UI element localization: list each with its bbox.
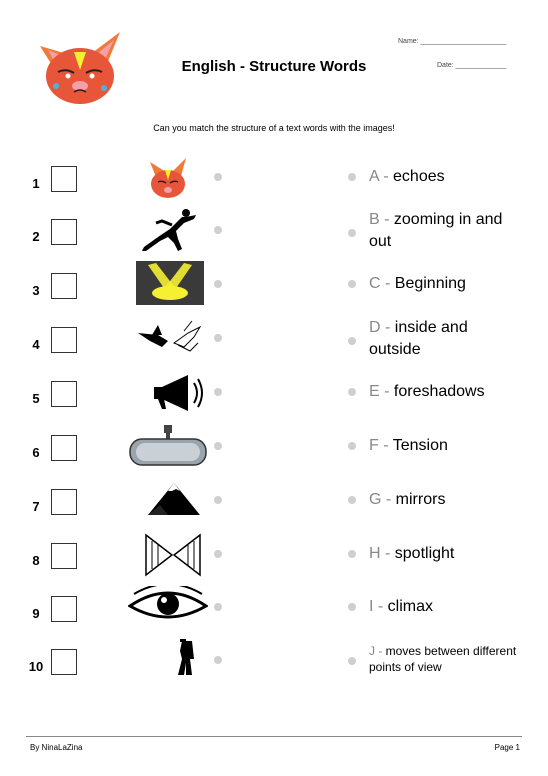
footer-author: By NinaLaZina — [30, 743, 83, 752]
option-letter: J — [369, 644, 375, 658]
row-number: 7 — [32, 499, 40, 514]
row-number: 1 — [32, 176, 40, 191]
answer-box[interactable] — [51, 435, 77, 461]
match-dot-left[interactable] — [214, 388, 222, 396]
row-number: 5 — [32, 391, 40, 406]
option-word: mirrors — [395, 491, 446, 508]
eye-icon — [128, 586, 208, 630]
option-separator: - — [378, 437, 393, 454]
answer-box[interactable] — [51, 166, 77, 192]
match-row — [0, 435, 548, 475]
match-dot-right[interactable] — [348, 388, 356, 396]
row-number: 9 — [32, 606, 40, 621]
match-dot-left[interactable] — [214, 334, 222, 342]
match-dot-right[interactable] — [348, 442, 356, 450]
option-label — [369, 317, 519, 361]
answer-box[interactable] — [51, 543, 77, 569]
option-separator: - — [378, 168, 394, 185]
option-word: zooming in and out — [369, 211, 503, 250]
option-label — [369, 643, 519, 675]
photographer-icon — [128, 639, 208, 683]
match-dot-right[interactable] — [348, 603, 356, 611]
match-dot-right[interactable] — [348, 496, 356, 504]
match-row — [0, 211, 548, 259]
option-letter: E — [369, 383, 380, 400]
row-number: 10 — [28, 659, 44, 674]
match-dot-left[interactable] — [214, 442, 222, 450]
option-label — [369, 209, 519, 253]
answer-box[interactable] — [51, 273, 77, 299]
match-dot-right[interactable] — [348, 280, 356, 288]
option-separator: - — [380, 545, 395, 562]
match-row — [0, 166, 548, 206]
option-letter: D — [369, 319, 381, 336]
match-dot-right[interactable] — [348, 173, 356, 181]
row-number: 4 — [32, 337, 40, 352]
answer-box[interactable] — [51, 596, 77, 622]
option-word: Beginning — [394, 275, 466, 292]
match-dot-left[interactable] — [214, 280, 222, 288]
match-row — [0, 319, 548, 367]
match-dot-left[interactable] — [214, 550, 222, 558]
option-letter: B — [369, 211, 380, 228]
page-title: English - Structure Words — [181, 58, 367, 75]
instruction-text: Can you match the structure of a text words with the images! — [153, 123, 395, 133]
row-number: 8 — [32, 553, 40, 568]
answer-box[interactable] — [51, 381, 77, 407]
option-label — [369, 489, 519, 511]
answer-box[interactable] — [51, 219, 77, 245]
option-word: spotlight — [394, 545, 455, 562]
option-letter: G — [369, 491, 382, 508]
cat-face-icon — [128, 156, 208, 200]
spotlight-icon — [136, 261, 204, 305]
answer-box[interactable] — [51, 489, 77, 515]
megaphone-icon — [128, 371, 208, 415]
option-letter: A — [369, 168, 379, 185]
match-row — [0, 596, 548, 636]
option-word: inside and outside — [369, 319, 468, 358]
mountain-icon — [128, 479, 208, 523]
match-dot-right[interactable] — [348, 550, 356, 558]
option-separator: - — [380, 275, 395, 292]
name-field[interactable]: Name: ______________________ — [398, 38, 507, 45]
option-word: foreshadows — [393, 383, 485, 400]
option-letter: I — [369, 598, 374, 615]
row-number: 3 — [32, 283, 40, 298]
option-label — [369, 596, 519, 618]
answer-box[interactable] — [51, 327, 77, 353]
logo-cat-icon — [30, 28, 130, 106]
match-dot-left[interactable] — [214, 496, 222, 504]
option-separator: - — [379, 211, 394, 228]
option-label — [369, 381, 519, 403]
option-letter: C — [369, 275, 381, 292]
option-separator: - — [375, 644, 386, 658]
match-dot-right[interactable] — [348, 337, 356, 345]
option-separator: - — [380, 319, 395, 336]
match-row — [0, 273, 548, 313]
option-word: echoes — [393, 168, 445, 185]
row-number: 6 — [32, 445, 40, 460]
bowtie-tunnel-icon — [128, 533, 208, 577]
option-word: climax — [387, 598, 434, 615]
rearview-mirror-icon — [128, 425, 208, 469]
match-row — [0, 644, 548, 689]
date-field[interactable]: Date: _____________ — [437, 62, 507, 69]
match-dot-left[interactable] — [214, 603, 222, 611]
sprinter-icon — [128, 209, 208, 253]
answer-box[interactable] — [51, 649, 77, 675]
match-dot-right[interactable] — [348, 229, 356, 237]
option-letter: F — [369, 437, 379, 454]
option-letter: H — [369, 545, 381, 562]
option-label — [369, 273, 519, 295]
option-separator: - — [381, 491, 396, 508]
option-label — [369, 543, 519, 565]
match-dot-left[interactable] — [214, 656, 222, 664]
match-dot-right[interactable] — [348, 657, 356, 665]
option-word: Tension — [392, 437, 448, 454]
option-separator: - — [373, 598, 388, 615]
bird-reflection-icon — [128, 317, 208, 361]
footer-page-number: Page 1 — [494, 743, 520, 752]
match-dot-left[interactable] — [214, 226, 222, 234]
match-row — [0, 489, 548, 529]
option-label — [369, 435, 519, 457]
option-word: moves between different points of view — [369, 644, 517, 674]
option-separator: - — [379, 383, 394, 400]
option-label — [369, 166, 519, 188]
match-row — [0, 543, 548, 583]
row-number: 2 — [32, 229, 40, 244]
footer-divider — [26, 736, 522, 737]
match-dot-left[interactable] — [214, 173, 222, 181]
match-row — [0, 381, 548, 421]
